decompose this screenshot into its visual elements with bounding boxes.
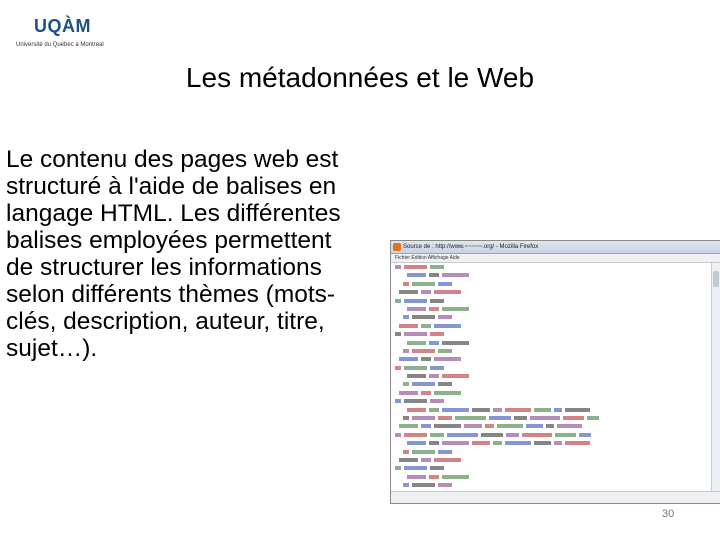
code-segment — [579, 433, 591, 437]
code-segment — [434, 324, 461, 328]
code-segment — [430, 366, 444, 370]
code-segment — [442, 307, 469, 311]
code-segment — [438, 315, 452, 319]
code-segment — [412, 315, 435, 319]
code-segment — [442, 408, 469, 412]
code-segment — [464, 424, 482, 428]
code-segment — [395, 332, 401, 336]
logo-name: UQÀM — [34, 16, 91, 36]
code-segment — [497, 424, 523, 428]
screenshot-window-title: Source de : http://www.~~~~~.org/ - Mozilla Firefox — [403, 244, 539, 250]
code-segment — [505, 441, 531, 445]
code-line — [393, 355, 711, 363]
code-segment — [442, 273, 469, 277]
code-segment — [430, 299, 444, 303]
code-segment — [412, 416, 435, 420]
code-segment — [395, 466, 401, 470]
code-line — [393, 406, 711, 414]
code-segment — [403, 416, 409, 420]
code-segment — [429, 408, 439, 412]
code-segment — [404, 466, 427, 470]
code-segment — [565, 408, 590, 412]
code-segment — [493, 441, 502, 445]
code-line — [393, 280, 711, 288]
code-segment — [399, 357, 418, 361]
code-segment — [421, 357, 431, 361]
code-segment — [399, 290, 418, 294]
code-line — [393, 364, 711, 372]
code-line — [393, 464, 711, 472]
code-segment — [493, 408, 502, 412]
uqam-logo — [14, 16, 104, 52]
code-segment — [442, 374, 469, 378]
code-segment — [438, 416, 452, 420]
code-segment — [429, 374, 439, 378]
code-segment — [522, 433, 552, 437]
code-segment — [485, 424, 494, 428]
code-segment — [407, 408, 426, 412]
source-code-screenshot — [390, 240, 720, 504]
code-segment — [403, 315, 409, 319]
code-line — [393, 448, 711, 456]
code-segment — [430, 399, 444, 403]
code-segment — [404, 299, 427, 303]
scrollbar-thumb — [713, 271, 719, 287]
code-segment — [472, 408, 490, 412]
logo-subtitle: Université du Québec à Montréal — [16, 42, 104, 48]
code-segment — [404, 433, 427, 437]
code-line — [393, 330, 711, 338]
code-segment — [430, 332, 444, 336]
code-segment — [442, 475, 469, 479]
code-segment — [421, 290, 431, 294]
code-line — [393, 422, 711, 430]
code-segment — [429, 475, 439, 479]
code-segment — [534, 408, 551, 412]
page-number: 30 — [662, 508, 675, 520]
code-line — [393, 305, 711, 313]
slide-title: Les métadonnées et le Web — [185, 62, 535, 93]
code-segment — [399, 324, 418, 328]
code-segment — [434, 424, 461, 428]
code-segment — [557, 424, 582, 428]
code-segment — [430, 433, 444, 437]
code-segment — [395, 299, 401, 303]
code-segment — [506, 433, 519, 437]
code-segment — [442, 341, 469, 345]
code-line — [393, 339, 711, 347]
code-segment — [395, 366, 401, 370]
code-segment — [554, 441, 562, 445]
code-segment — [403, 483, 409, 487]
code-line — [393, 389, 711, 397]
code-line — [393, 431, 711, 439]
code-segment — [430, 466, 444, 470]
code-segment — [429, 273, 439, 277]
code-segment — [555, 433, 576, 437]
code-segment — [565, 441, 590, 445]
code-segment — [514, 416, 527, 420]
slide-body: Le contenu des pages web est structuré à l'aide de balises en langage HTML. Les différentes balises employées permettent de structurer les informations selon différents thèmes (mots-clés, description, auteur, titre, sujet…). — [6, 146, 341, 362]
code-segment — [395, 433, 401, 437]
code-segment — [563, 416, 584, 420]
code-segment — [505, 408, 531, 412]
code-segment — [438, 483, 452, 487]
code-segment — [472, 441, 490, 445]
firefox-icon — [393, 243, 401, 251]
code-line — [393, 380, 711, 388]
code-line — [393, 414, 711, 422]
code-segment — [434, 290, 461, 294]
code-segment — [403, 450, 409, 454]
code-line — [393, 397, 711, 405]
code-line — [393, 372, 711, 380]
code-segment — [421, 324, 431, 328]
code-segment — [407, 341, 426, 345]
code-line — [393, 481, 711, 489]
screenshot-titlebar — [391, 241, 720, 254]
code-segment — [434, 458, 461, 462]
code-segment — [429, 441, 439, 445]
code-segment — [526, 424, 543, 428]
code-segment — [403, 349, 409, 353]
code-segment — [399, 458, 418, 462]
code-segment — [412, 483, 435, 487]
code-segment — [407, 374, 426, 378]
code-segment — [404, 332, 427, 336]
code-segment — [407, 307, 426, 311]
code-segment — [412, 382, 435, 386]
code-segment — [421, 458, 431, 462]
screenshot-menubar: Fichier Édition Affichage Aide — [391, 254, 720, 263]
code-segment — [554, 408, 562, 412]
code-segment — [534, 441, 551, 445]
screenshot-scrollbar — [711, 263, 720, 491]
code-segment — [546, 424, 554, 428]
code-line — [393, 456, 711, 464]
code-segment — [438, 282, 452, 286]
code-segment — [395, 399, 401, 403]
code-segment — [412, 349, 435, 353]
code-segment — [434, 357, 461, 361]
code-segment — [429, 307, 439, 311]
code-segment — [530, 416, 560, 420]
code-segment — [404, 366, 427, 370]
code-segment — [442, 441, 469, 445]
code-line — [393, 347, 711, 355]
code-segment — [438, 382, 452, 386]
code-segment — [455, 416, 486, 420]
code-line — [393, 322, 711, 330]
code-segment — [438, 450, 452, 454]
code-line — [393, 263, 711, 271]
code-segment — [412, 450, 435, 454]
code-segment — [399, 391, 418, 395]
code-segment — [403, 282, 409, 286]
screenshot-statusbar — [391, 491, 720, 503]
code-line — [393, 271, 711, 279]
code-line — [393, 439, 711, 447]
code-segment — [421, 391, 431, 395]
code-segment — [399, 424, 418, 428]
code-segment — [421, 424, 431, 428]
code-line — [393, 313, 711, 321]
code-segment — [587, 416, 599, 420]
code-segment — [481, 433, 503, 437]
screenshot-code-area — [393, 263, 711, 491]
code-segment — [434, 391, 461, 395]
code-line — [393, 297, 711, 305]
code-segment — [404, 265, 427, 269]
code-segment — [403, 382, 409, 386]
code-segment — [407, 475, 426, 479]
code-segment — [407, 273, 426, 277]
code-segment — [430, 265, 444, 269]
code-line — [393, 288, 711, 296]
code-segment — [395, 265, 401, 269]
code-segment — [489, 416, 511, 420]
code-segment — [412, 282, 435, 286]
code-segment — [407, 441, 426, 445]
code-segment — [404, 399, 427, 403]
code-segment — [447, 433, 478, 437]
code-segment — [429, 341, 439, 345]
code-line — [393, 473, 711, 481]
code-segment — [438, 349, 452, 353]
